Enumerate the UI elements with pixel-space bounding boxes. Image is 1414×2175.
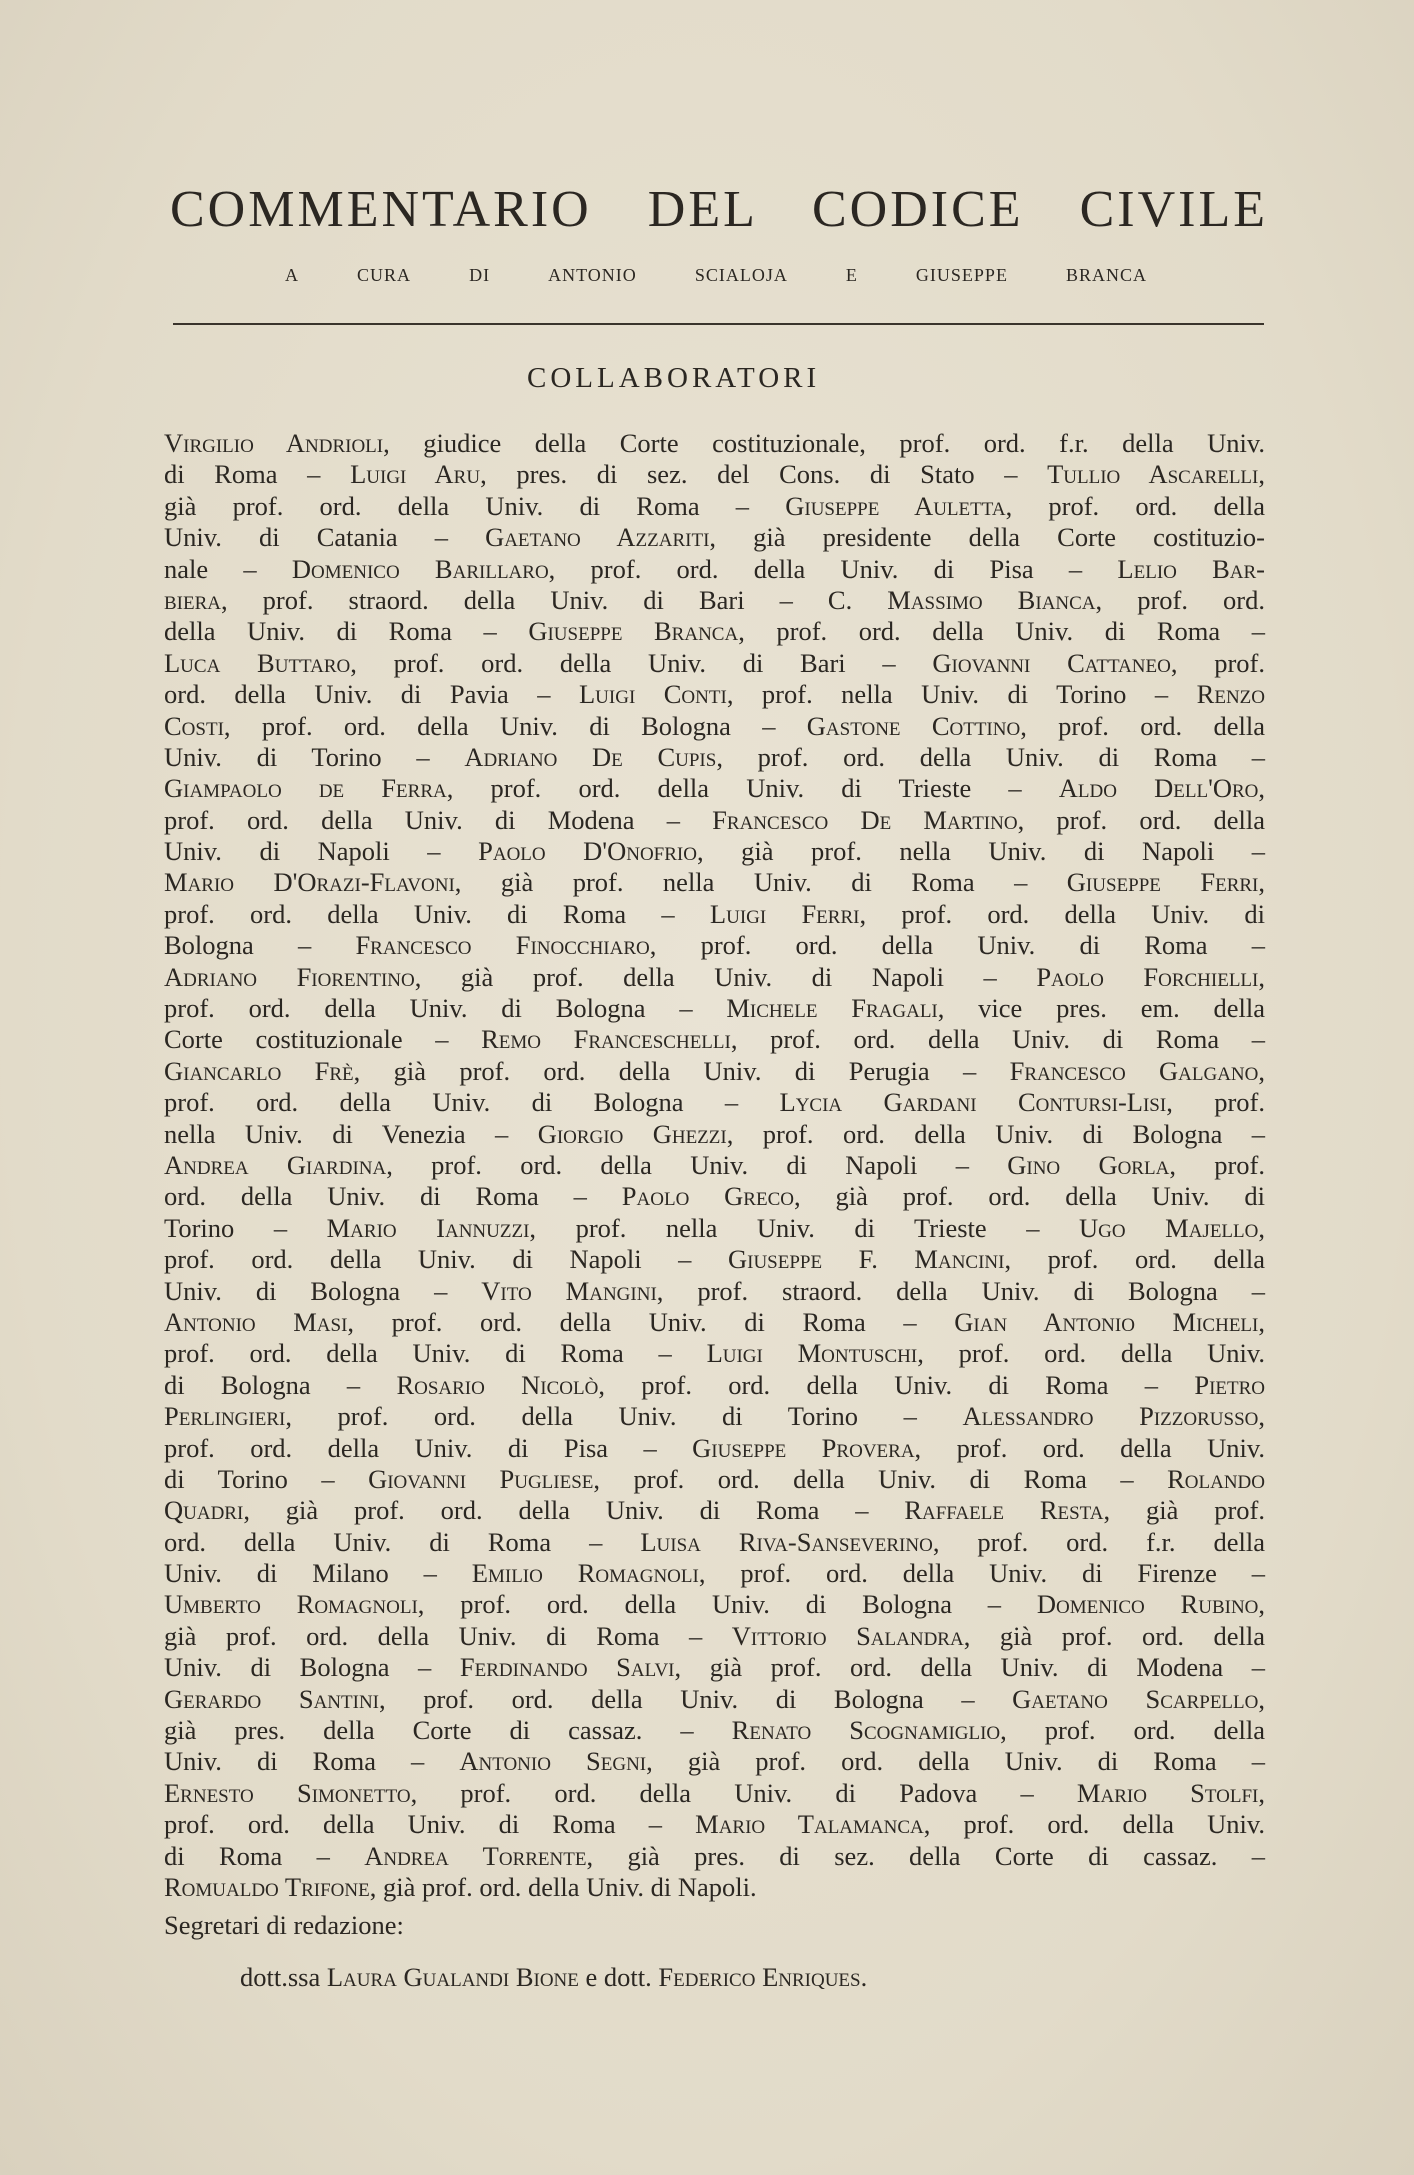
text-line	[164, 899, 1265, 930]
collaborator-affiliation: , prof. ord. della Univ. di Trieste –	[446, 773, 1059, 804]
text-line	[164, 459, 1265, 490]
collaborator-affiliation: , prof. ord. della Univ. di Roma –	[593, 1463, 1168, 1494]
collaborator-affiliation: , prof. straord. della Univ. di Bologna –	[656, 1275, 1265, 1306]
text-line	[164, 1244, 1265, 1275]
collaborator-affiliation: , prof. ord. della Univ.	[923, 1809, 1265, 1840]
collaborator-affiliation: Bologna –	[164, 930, 356, 961]
text-line	[164, 1778, 1265, 1809]
collaborator-affiliation: , già prof. ord. della Univ. di Modena –	[674, 1652, 1265, 1683]
collaborator-name: Paolo D'Onofrio	[478, 836, 697, 867]
text-line	[164, 1401, 1265, 1432]
collaborator-affiliation: prof. ord. della Univ. di Modena –	[164, 804, 713, 835]
secretaries-names	[240, 1960, 867, 1994]
collaborator-name: Ugo Majello	[1079, 1212, 1259, 1243]
collaborator-name: Domenico Rubino	[1036, 1589, 1259, 1620]
text-line	[164, 1213, 1265, 1244]
collaborator-affiliation: , prof. ord. della Univ. di Roma –	[716, 741, 1266, 772]
collaborator-name: Costi	[164, 710, 224, 741]
collaborator-name: Alessandro Pizzorusso	[962, 1401, 1259, 1432]
collaborator-name: Lycia Gardani Contursi-Lisi	[779, 1087, 1167, 1118]
collaborator-affiliation: ,	[1258, 459, 1265, 490]
text-line	[164, 428, 1265, 459]
collaborator-affiliation: ,	[1258, 1212, 1265, 1243]
text-line	[164, 773, 1265, 804]
collaborator-name: Luigi Aru	[350, 459, 481, 490]
collaborator-affiliation: , prof. ord. della Univ. di Roma –	[730, 1024, 1265, 1055]
text-line	[164, 1589, 1265, 1620]
collaborator-name: Mario D'Orazi-Flavoni	[164, 867, 455, 898]
text-line	[164, 1684, 1265, 1715]
collaborator-affiliation: , prof.	[1169, 1149, 1265, 1180]
collaborator-name: Vito Mangini	[481, 1275, 657, 1306]
collaborator-affiliation: , pres. di sez. del Cons. di Stato –	[480, 459, 1048, 490]
collaborator-name: Raffaele Resta	[904, 1495, 1104, 1526]
collaborator-name: Giuseppe F. Mancini	[727, 1244, 1005, 1275]
collaborator-name: Giampaolo de Ferra	[164, 773, 447, 804]
collaborator-name: Luigi Ferri	[709, 898, 860, 929]
collaborator-name: Antonio Segni	[459, 1746, 647, 1777]
text-line	[164, 1841, 1265, 1872]
collaborator-affiliation: , prof. ord. della	[1005, 490, 1265, 521]
collaborator-affiliation: , prof. ord. della Univ. di Torino –	[285, 1401, 963, 1432]
collaborator-name: Giuseppe Branca	[528, 616, 739, 647]
secretary-name: Federico Enriques	[658, 1962, 861, 1992]
collaborator-affiliation: di Roma –	[164, 459, 351, 490]
collaborator-affiliation: , prof. ord. della Univ.	[917, 1338, 1265, 1369]
collaborator-name: Antonio Masi	[164, 1306, 348, 1337]
collaborator-affiliation: di Torino –	[164, 1463, 369, 1494]
collaborator-name: Vittorio Salandra	[731, 1620, 964, 1651]
collaborator-name: Ferdinando Salvi	[459, 1652, 675, 1683]
collaborator-name: Pietro	[1194, 1369, 1265, 1400]
collaborator-affiliation: , prof. ord. della	[1020, 710, 1265, 741]
collaborator-affiliation: ,	[1258, 1055, 1265, 1086]
title-prefix: dott.ssa	[240, 1962, 327, 1992]
collaborator-name: Adriano Fiorentino	[164, 961, 415, 992]
text-line	[164, 962, 1265, 993]
collaborator-affiliation: , già prof. ord. della Univ. di	[793, 1181, 1265, 1212]
collaborator-name: Romualdo Trifone	[164, 1871, 370, 1902]
collaborator-affiliation: già prof. ord. della Univ. di Roma –	[164, 490, 786, 521]
collaborator-name: Rosario Nicolò	[396, 1369, 599, 1400]
collaborator-name: Gaetano Scarpello	[1012, 1683, 1259, 1714]
collaborator-name: Giorgio Ghezzi	[537, 1118, 727, 1149]
collaborators-list	[164, 428, 1265, 1903]
collaborator-affiliation: , prof. ord. della Univ. di Napoli –	[386, 1149, 1008, 1180]
collaborator-name: Gino Gorla	[1007, 1149, 1170, 1180]
conjunction: e dott.	[578, 1962, 659, 1992]
collaborator-name: Giovanni Cattaneo	[932, 647, 1171, 678]
collaborator-affiliation: nella Univ. di Venezia –	[164, 1118, 538, 1149]
collaborator-affiliation: di Roma –	[164, 1840, 365, 1871]
collaborator-name: Umberto Romagnoli	[164, 1589, 418, 1620]
collaborator-name: C. Massimo Bianca	[827, 584, 1096, 615]
text-line	[164, 867, 1265, 898]
collaborator-affiliation: prof. ord. della Univ. di Bologna –	[164, 1087, 780, 1118]
text-line	[164, 1809, 1265, 1840]
collaborator-name: Giuseppe Provera	[692, 1432, 915, 1463]
collaborator-affiliation: , prof. ord. della Univ. di	[859, 898, 1265, 929]
collaborator-affiliation: , prof. ord. della Univ. di Bologna –	[726, 1118, 1265, 1149]
collaborator-name: Virgilio Andrioli	[164, 428, 384, 458]
collaborator-name: Renzo	[1196, 679, 1265, 710]
collaborator-name: Gerardo Santini	[164, 1683, 380, 1714]
collaborator-name: Tullio Ascarelli	[1047, 459, 1259, 490]
collaborator-name: Luca Buttaro	[164, 647, 351, 678]
collaborator-name: biera	[164, 584, 221, 615]
text-line	[164, 1527, 1265, 1558]
collaborator-affiliation: Corte costituzionale –	[164, 1024, 482, 1055]
collaborator-name: Quadri	[164, 1495, 244, 1526]
collaborator-name: Luigi Montuschi	[706, 1338, 918, 1369]
collaborator-affiliation: , prof. ord. della	[1017, 804, 1266, 835]
text-line	[164, 1464, 1265, 1495]
collaborator-affiliation: ,	[1258, 773, 1265, 804]
text-line	[164, 616, 1265, 647]
collaborator-name: Mario Iannuzzi	[326, 1212, 530, 1243]
collaborator-affiliation: Univ. di Catania –	[164, 522, 486, 553]
collaborator-affiliation: , già prof. ord. della Univ. di Roma –	[243, 1495, 905, 1526]
collaborator-affiliation: prof. ord. della Univ. di Pisa –	[164, 1432, 693, 1463]
text-line	[164, 1872, 1265, 1903]
collaborator-affiliation: Univ. di Torino –	[164, 741, 465, 772]
collaborator-affiliation: , prof. straord. della Univ. di Bari –	[221, 584, 828, 615]
collaborator-name: Gian Antonio Micheli	[954, 1306, 1259, 1337]
collaborator-name: Paolo Greco	[621, 1181, 794, 1212]
collaborator-affiliation: di Bologna –	[164, 1369, 397, 1400]
collaborator-affiliation: prof. ord. della Univ. di Roma –	[164, 1809, 696, 1840]
collaborator-name: Aldo Dell'Oro	[1058, 773, 1259, 804]
text-line	[164, 805, 1265, 836]
collaborator-affiliation: , prof. ord. della Univ. di Roma –	[598, 1369, 1195, 1400]
collaborator-affiliation: , già prof. ord. della	[963, 1620, 1265, 1651]
collaborator-name: Andrea Torrente	[364, 1840, 587, 1871]
collaborator-name: Giancarlo Frè	[164, 1055, 354, 1086]
collaborator-name: Paolo Forchielli	[1036, 961, 1259, 992]
text-line	[164, 1119, 1265, 1150]
collaborator-affiliation: , già prof. della Univ. di Napoli –	[414, 961, 1037, 992]
collaborator-affiliation: , prof. ord.	[1095, 584, 1265, 615]
text-line	[164, 679, 1265, 710]
text-line	[164, 930, 1265, 961]
collaborator-name: Gaetano Azzariti	[485, 522, 710, 553]
collaborator-affiliation: ,	[1258, 1589, 1266, 1620]
collaborator-name: Michele Fragali	[726, 993, 938, 1024]
text-line	[164, 1746, 1265, 1777]
collaborator-affiliation: Univ. di Napoli –	[164, 836, 479, 867]
collaborator-affiliation: Univ. di Roma –	[164, 1746, 460, 1777]
collaborator-affiliation: , prof. ord. f.r. della	[932, 1526, 1266, 1557]
collaborator-affiliation: , già prof. nella Univ. di Roma –	[454, 867, 1067, 898]
collaborator-name: Perlingieri	[164, 1401, 286, 1432]
collaborator-name: Domenico Barillaro	[291, 553, 549, 584]
collaborator-affiliation: ,	[1258, 1306, 1265, 1337]
collaborator-name: Mario Talamanca	[695, 1809, 924, 1840]
collaborator-name: Renato Scognamiglio	[731, 1715, 1001, 1746]
collaborator-affiliation: , prof.	[1170, 647, 1265, 678]
collaborator-affiliation: prof. ord. della Univ. di Roma –	[164, 898, 710, 929]
collaborator-name: Andrea Giardina	[164, 1149, 387, 1180]
collaborator-affiliation: , già prof.	[1103, 1495, 1265, 1526]
text-line	[164, 1370, 1265, 1401]
collaborator-affiliation: ,	[1258, 1777, 1265, 1808]
collaborator-affiliation: ,	[1258, 1683, 1265, 1714]
text-line	[164, 1433, 1265, 1464]
section-heading: COLLABORATORI	[527, 362, 821, 394]
collaborator-affiliation: , già prof. ord. della Univ. di Perugia –	[353, 1055, 1010, 1086]
collaborator-affiliation: Torino –	[164, 1212, 327, 1243]
collaborator-name: Adriano De Cupis	[464, 741, 717, 772]
collaborator-name: Luigi Conti	[578, 679, 727, 710]
collaborator-affiliation: , già prof. ord. della Univ. di Roma –	[646, 1746, 1265, 1777]
collaborator-affiliation: , prof. ord. della Univ. di Bologna –	[223, 710, 807, 741]
secretaries-label: Segretari di redazione:	[164, 1910, 404, 1940]
collaborator-affiliation: ,	[1258, 1401, 1265, 1432]
secretary-name: Laura Gualandi Bione	[326, 1962, 579, 1992]
text-line	[164, 711, 1265, 742]
collaborator-affiliation: , prof. ord. della Univ.	[914, 1432, 1266, 1463]
collaborator-affiliation: , già presidente della Corte costituzio-	[709, 522, 1265, 553]
collaborator-affiliation: già prof. ord. della Univ. di Roma –	[164, 1620, 732, 1651]
text-line	[164, 522, 1265, 553]
text-line	[164, 1652, 1265, 1683]
page-title: COMMENTARIO DEL CODICE CIVILE	[170, 181, 1268, 238]
text-line	[164, 1150, 1265, 1181]
text-line	[164, 993, 1265, 1024]
text-line	[164, 1087, 1265, 1118]
collaborator-affiliation: , prof. ord. della	[1000, 1715, 1265, 1746]
collaborator-affiliation: ord. della Univ. di Pavia –	[164, 679, 579, 710]
text-line	[164, 742, 1265, 773]
collaborator-affiliation: , prof. ord. della Univ. di Firenze –	[698, 1558, 1265, 1589]
collaborator-affiliation: , già prof. nella Univ. di Napoli –	[696, 836, 1265, 867]
text-line	[164, 1056, 1265, 1087]
collaborator-name: Giuseppe Auletta	[785, 490, 1006, 521]
collaborator-affiliation: prof. ord. della Univ. di Napoli –	[164, 1244, 728, 1275]
collaborator-affiliation: , prof. ord. della Univ. di Bari –	[350, 647, 933, 678]
collaborator-affiliation: , prof. ord. della Univ. di Bologna –	[417, 1589, 1037, 1620]
collaborator-name: Gastone Cottino	[806, 710, 1021, 741]
collaborator-affiliation: prof. ord. della Univ. di Bologna –	[164, 993, 727, 1024]
collaborator-name: Francesco Finocchiaro	[355, 930, 650, 961]
editors-subtitle: a cura di antonio scialoja e giuseppe branca	[285, 260, 1147, 287]
collaborator-affiliation: della Univ. di Roma –	[164, 616, 529, 647]
text-line	[164, 1558, 1265, 1589]
period: .	[860, 1962, 868, 1992]
text-line	[164, 491, 1265, 522]
text-line	[164, 585, 1265, 616]
collaborator-affiliation: , prof.	[1166, 1087, 1265, 1118]
collaborator-affiliation: ord. della Univ. di Roma –	[164, 1526, 641, 1557]
text-line	[164, 1181, 1265, 1212]
text-line	[164, 836, 1265, 867]
collaborator-affiliation: nale –	[164, 553, 292, 584]
collaborator-affiliation: , giudice della Corte costituzionale, prof. ord. f.r. della Univ.	[383, 428, 1265, 458]
collaborator-name: Ernesto Simonetto	[164, 1777, 411, 1808]
collaborator-affiliation: , prof. ord. della Univ. di Roma –	[649, 930, 1265, 961]
collaborator-name: Remo Franceschelli	[481, 1024, 731, 1055]
collaborator-affiliation: , prof. ord. della Univ. di Bologna –	[379, 1683, 1013, 1714]
text-line	[164, 1621, 1265, 1652]
horizontal-rule	[173, 323, 1264, 325]
collaborator-affiliation: ,	[1258, 867, 1265, 898]
text-line	[164, 1024, 1265, 1055]
text-line	[164, 1307, 1265, 1338]
text-line	[164, 1338, 1265, 1369]
collaborator-name: Emilio Romagnoli	[471, 1558, 699, 1589]
collaborator-affiliation: Univ. di Bologna –	[164, 1652, 460, 1683]
collaborator-affiliation: , già pres. di sez. della Corte di cassaz. –	[586, 1840, 1265, 1871]
collaborator-name: Luisa Riva-Sanseverino	[640, 1526, 933, 1557]
text-line	[164, 1495, 1265, 1526]
text-line	[164, 648, 1265, 679]
collaborator-affiliation: ord. della Univ. di Roma –	[164, 1181, 622, 1212]
collaborator-affiliation: , prof. ord. della Univ. di Roma –	[738, 616, 1265, 647]
text-line	[164, 1715, 1265, 1746]
collaborator-affiliation: già pres. della Corte di cassaz. –	[164, 1715, 732, 1746]
collaborator-affiliation: Univ. di Milano –	[164, 1558, 472, 1589]
collaborator-affiliation: , prof. nella Univ. di Torino –	[726, 679, 1197, 710]
collaborator-affiliation: prof. ord. della Univ. di Roma –	[164, 1338, 707, 1369]
collaborator-affiliation: , prof. ord. della Univ. di Roma –	[347, 1306, 955, 1337]
collaborator-affiliation: , prof. ord. della	[1004, 1244, 1265, 1275]
collaborator-affiliation: , prof. nella Univ. di Trieste –	[529, 1212, 1080, 1243]
collaborator-name: Francesco Galgano	[1009, 1055, 1259, 1086]
collaborator-affiliation: , prof. ord. della Univ. di Padova –	[410, 1777, 1077, 1808]
collaborator-affiliation: ,	[1258, 961, 1265, 992]
collaborator-name: Rolando	[1167, 1463, 1265, 1494]
collaborator-affiliation: , prof. ord. della Univ. di Pisa –	[548, 553, 1118, 584]
text-line	[164, 1276, 1265, 1307]
collaborator-name: Lelio Bar-	[1117, 553, 1266, 584]
collaborator-name: Giuseppe Ferri	[1066, 867, 1259, 898]
collaborator-name: Francesco De Martino	[712, 804, 1018, 835]
collaborator-name: Mario Stolfi	[1076, 1777, 1259, 1808]
text-line	[164, 554, 1265, 585]
collaborator-affiliation: , già prof. ord. della Univ. di Napoli.	[369, 1871, 757, 1902]
collaborator-affiliation: , vice pres. em. della	[937, 993, 1265, 1024]
collaborator-name: Giovanni Pugliese	[368, 1463, 594, 1494]
collaborator-affiliation: Univ. di Bologna –	[164, 1275, 482, 1306]
